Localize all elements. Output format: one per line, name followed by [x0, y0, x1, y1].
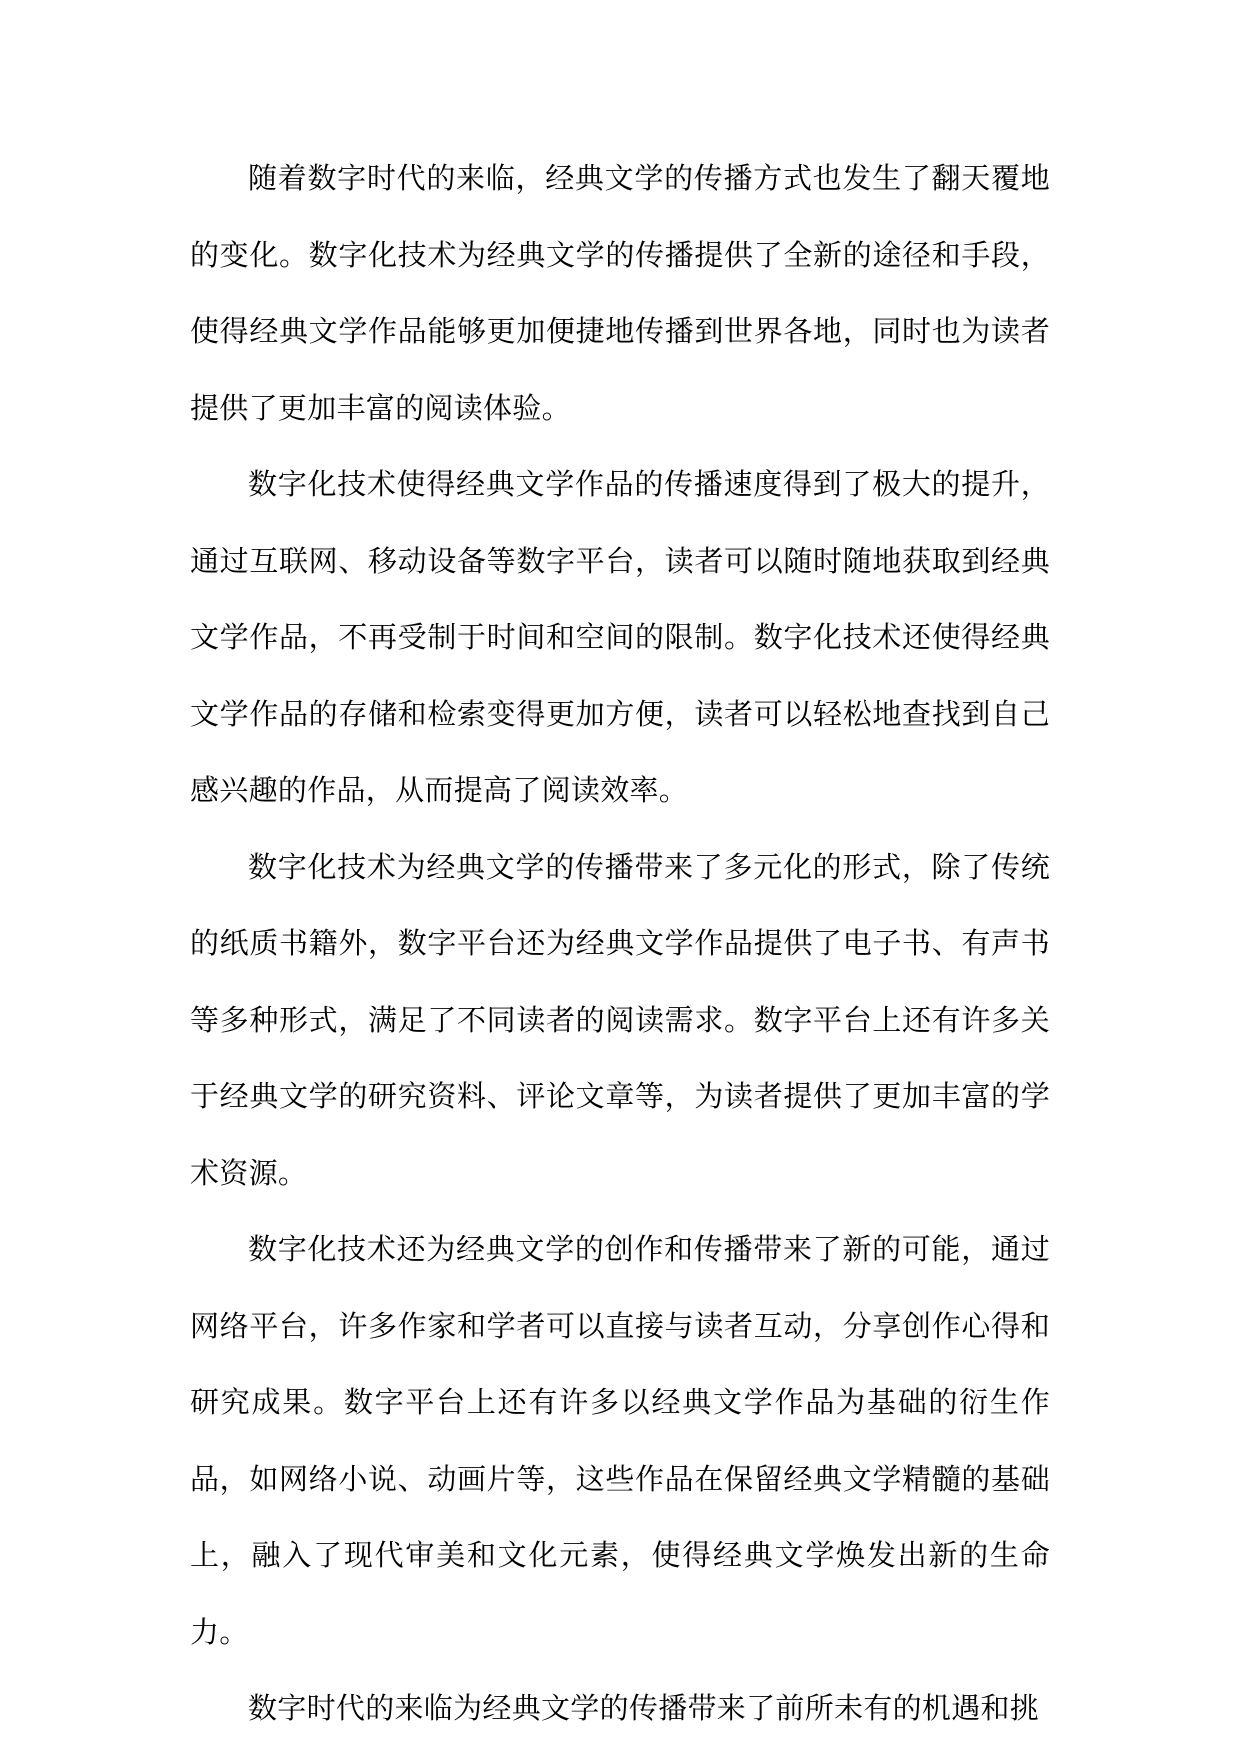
paragraph-2: 数字化技术使得经典文学作品的传播速度得到了极大的提升，通过互联网、移动设备等数字平台，读者可以随时随地获取到经典文学作品，不再受制于时间和空间的限制。数字化技术还使得经典文学作品的存储和检索变得更加方便，读者可以轻松地查找到自己感兴趣的作品，从而提高了阅读效率。 — [190, 467, 1050, 807]
paragraph-4: 数字化技术还为经典文学的创作和传播带来了新的可能，通过网络平台，许多作家和学者可以直接与读者互动，分享创作心得和研究成果。数字平台上还有许多以经典文学作品为基础的衍生作品，如网络小说、动画片等，这些作品在保留经典文学精髓的基础上，融入了现代审美和文化元素，使得经典文学焕发出新的生命力。 — [190, 1232, 1050, 1649]
document-body — [190, 140, 1050, 1747]
paragraph-1: 随着数字时代的来临，经典文学的传播方式也发生了翻天覆地的变化。数字化技术为经典文学的传播提供了全新的途径和手段，使得经典文学作品能够更加便捷地传播到世界各地，同时也为读者提供了更加丰富的阅读体验。 — [190, 161, 1050, 425]
paragraph-3: 数字化技术为经典文学的传播带来了多元化的形式，除了传统的纸质书籍外，数字平台还为经典文学作品提供了电子书、有声书等多种形式，满足了不同读者的阅读需求。数字平台上还有许多关于经典文学的研究资料、评论文章等，为读者提供了更加丰富的学术资源。 — [190, 849, 1050, 1190]
paragraph-5: 数字时代的来临为经典文学的传播带来了前所未有的机遇和挑 — [248, 1691, 1040, 1725]
